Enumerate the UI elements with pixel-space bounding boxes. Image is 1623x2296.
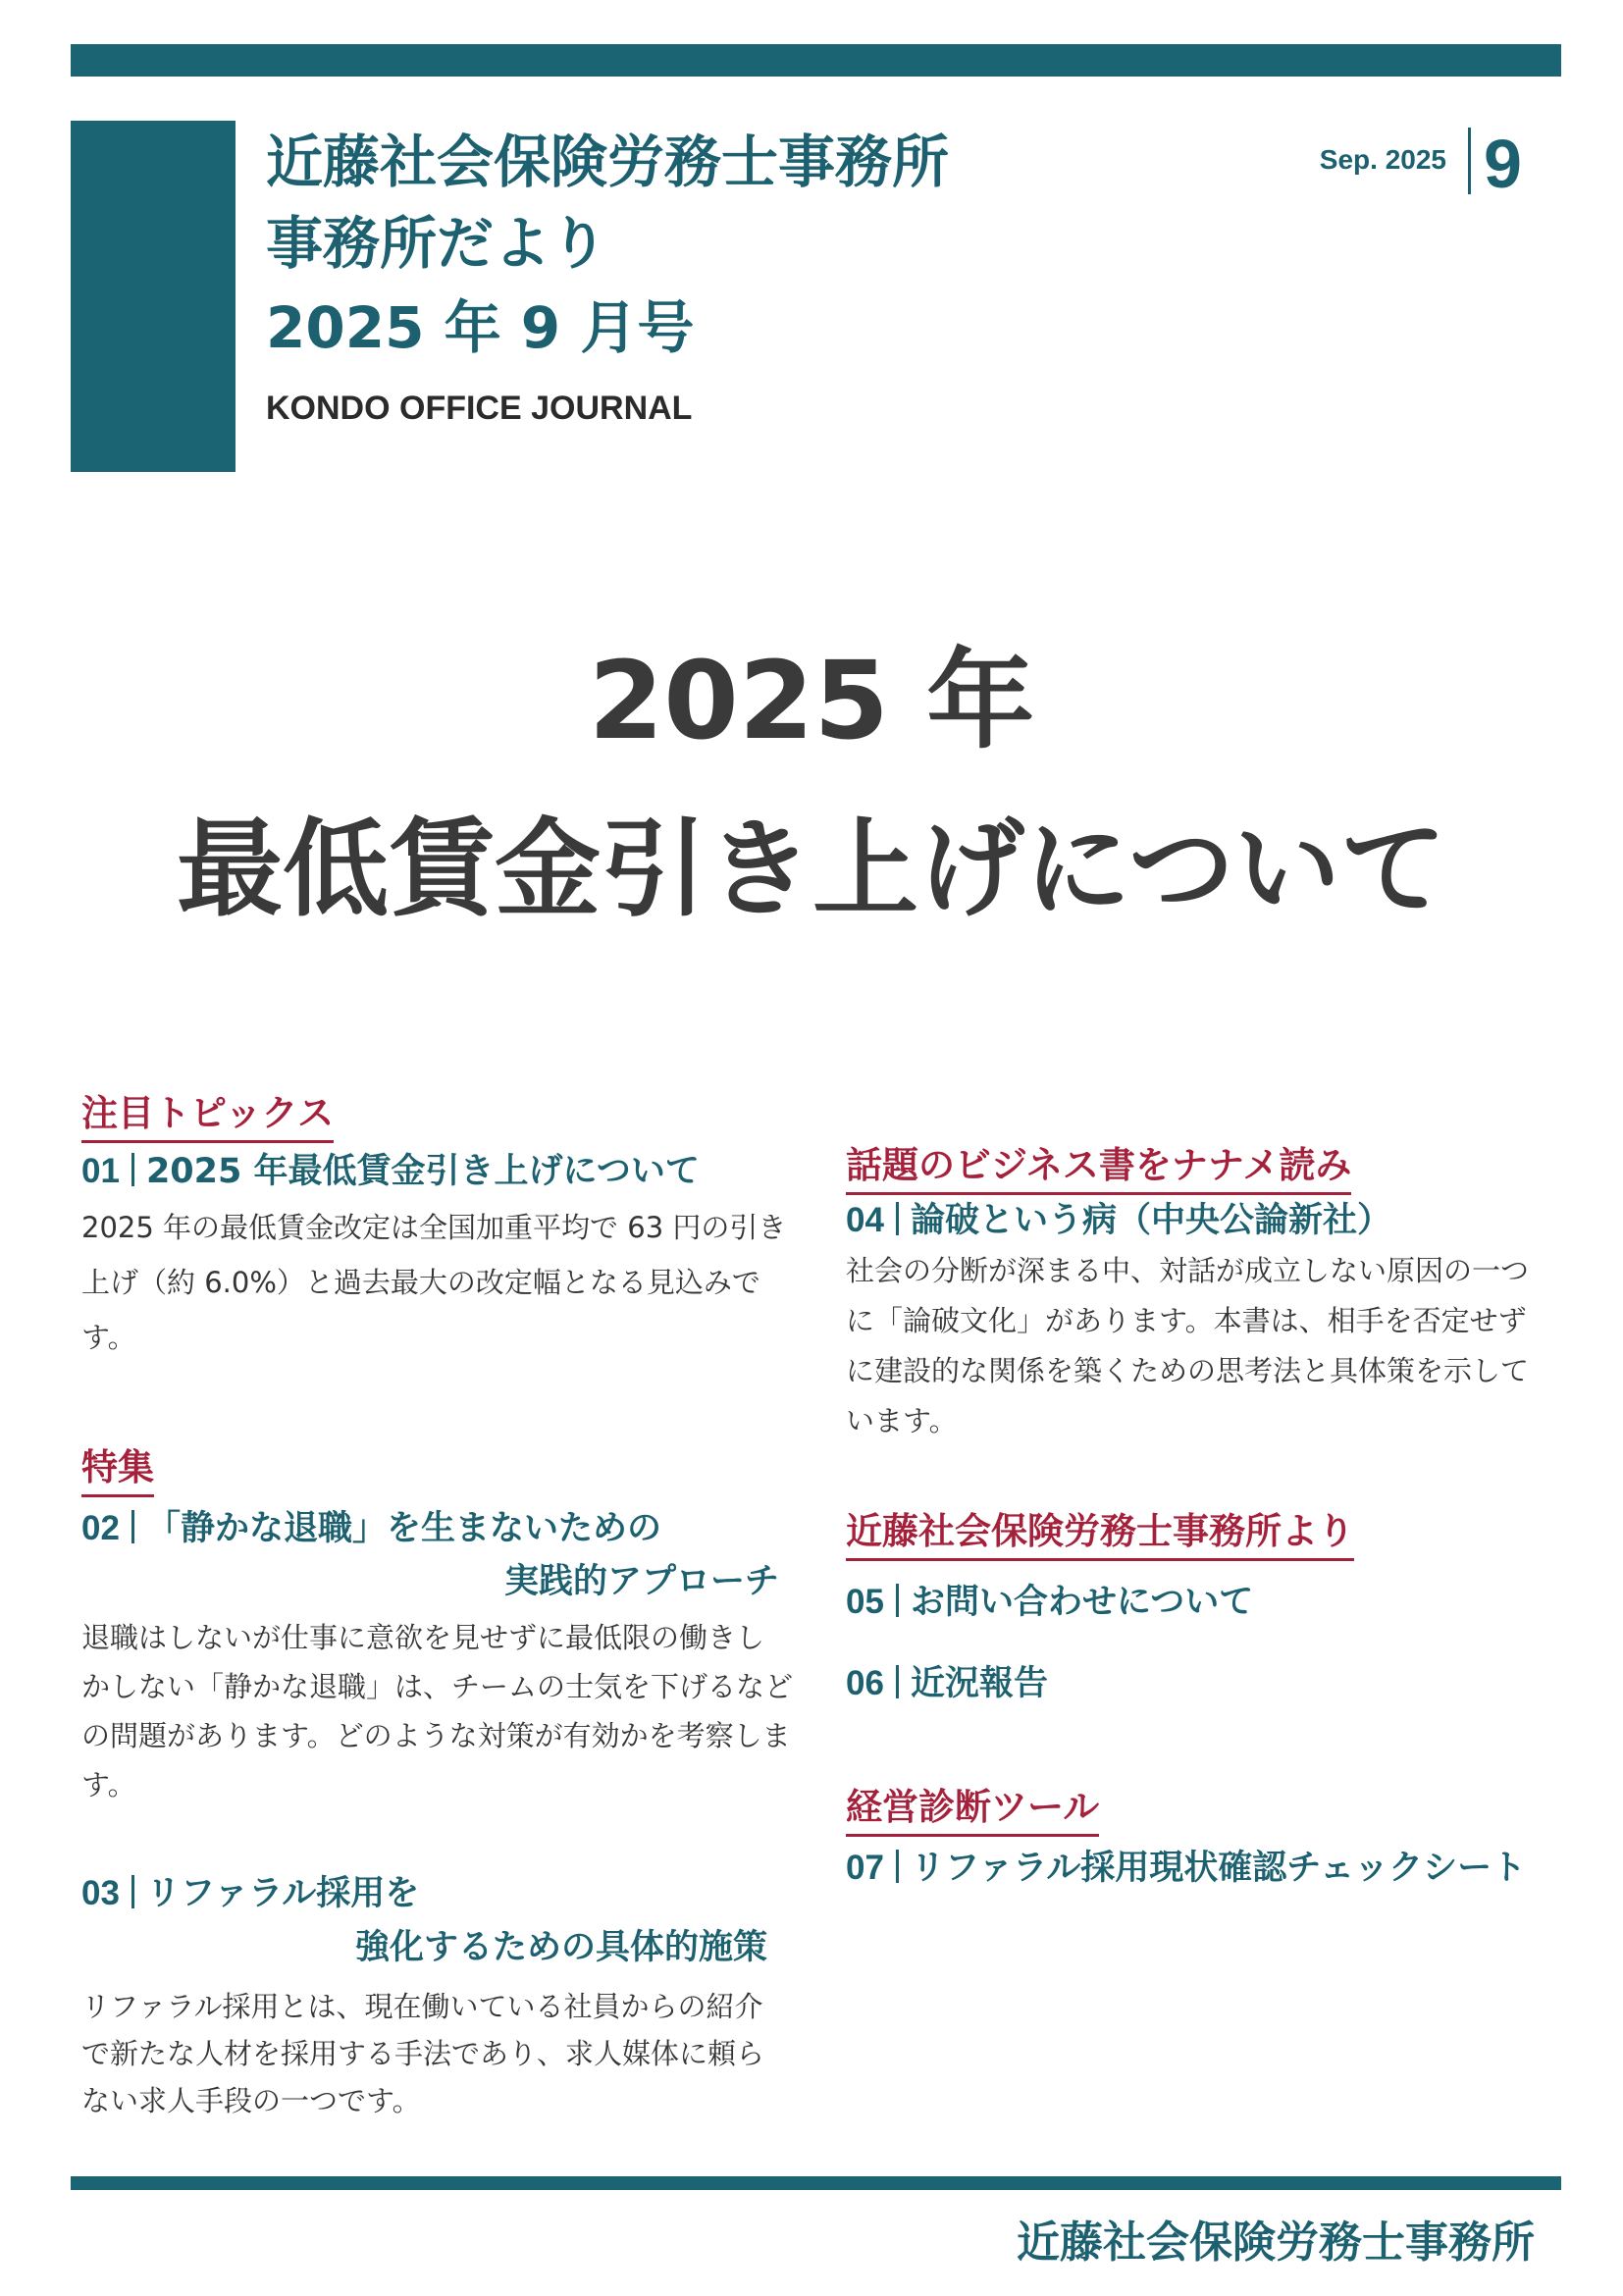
toc-item-04-title <box>846 1202 1391 1238</box>
section-feature <box>81 1446 154 1497</box>
issue-title: 2025 年 9 月号 <box>266 294 695 361</box>
separator-bar <box>131 1153 134 1186</box>
summary-line: に「論破文化」があります。本書は、相手を否定せず <box>846 1304 1527 1337</box>
toc-item-03-title-continued: 強化するための具体的施策 <box>354 1928 767 1967</box>
summary-line: 社会の分断が深まる中、対話が成立しない原因の一つ <box>846 1254 1530 1287</box>
bottom-bar <box>71 2176 1561 2190</box>
section-heading: 特集 <box>81 1449 154 1497</box>
separator-bar <box>131 1510 134 1543</box>
summary-line: の問題があります。どのような対策が有効かを考察しま <box>81 1719 791 1752</box>
item-number: 05 <box>846 1583 884 1621</box>
issue-date: Sep. 2025 <box>1319 144 1446 175</box>
toc-item-07-title <box>846 1850 1526 1886</box>
office-name-title: 近藤社会保険労務士事務所 <box>266 129 950 195</box>
top-bar <box>71 44 1561 77</box>
summary-line: リファラル採用とは、現在働いている社員からの紹介 <box>81 1990 763 2023</box>
headline-title: 最低賃金引き上げについて <box>177 809 1446 931</box>
section-heading: 経営診断ツール <box>846 1789 1099 1837</box>
toc-item-06-title <box>846 1665 1048 1701</box>
summary-line: す。 <box>81 1768 136 1801</box>
section-from-office <box>846 1510 1354 1561</box>
toc-item-01-title <box>81 1153 700 1189</box>
summary-line: 上げ（約 6.0%）と過去最大の改定幅となる見込みで <box>81 1266 760 1299</box>
section-heading: 話題のビジネス書をナナメ読み <box>846 1147 1351 1195</box>
item-title-text: 論破という病（中央公論新社） <box>910 1201 1391 1240</box>
summary-line: ない求人手段の一つです。 <box>81 2084 421 2117</box>
item-title-text: リファラル採用現状確認チェックシート <box>910 1849 1527 1888</box>
summary-line: います。 <box>846 1404 958 1437</box>
section-management-tool <box>846 1786 1100 1837</box>
item-title-text: お問い合わせについて <box>910 1583 1254 1622</box>
date-divider <box>1468 128 1471 194</box>
toc-item-03-summary <box>81 1983 764 2124</box>
item-number: 03 <box>81 1874 120 1912</box>
section-heading: 注目トピックス <box>81 1095 334 1143</box>
toc-item-02-title-continued: 実践的アプローチ <box>503 1562 779 1601</box>
summary-line: で新たな人材を採用する手法であり、求人媒体に頼ら <box>81 2037 765 2070</box>
newsletter-subtitle: 事務所だより <box>266 210 608 277</box>
summary-line: に建設的な関係を築くための思考法と具体策を示して <box>846 1354 1530 1387</box>
item-number: 04 <box>846 1201 884 1239</box>
item-title-text: 近況報告 <box>910 1664 1048 1703</box>
toc-item-05-title <box>846 1584 1253 1620</box>
headline-year: 2025 年 <box>588 638 1035 763</box>
item-title-text: 「静かな退職」を生まないための <box>145 1509 661 1548</box>
item-number: 02 <box>81 1509 120 1547</box>
toc-item-04-summary <box>846 1246 1529 1446</box>
footer-office-name: 近藤社会保険労務士事務所 <box>1017 2218 1535 2268</box>
item-title-text: 2025 年最低賃金引き上げについて <box>145 1152 700 1191</box>
separator-bar <box>896 1584 899 1617</box>
toc-item-01-summary <box>81 1200 786 1365</box>
summary-line: 2025 年の最低賃金改定は全国加重平均で 63 円の引き <box>81 1211 787 1244</box>
item-number: 07 <box>846 1849 884 1887</box>
separator-bar <box>131 1875 134 1908</box>
separator-bar <box>896 1202 899 1235</box>
summary-line: 退職はしないが仕事に意欲を見せずに最低限の働きし <box>81 1621 765 1654</box>
toc-item-02-title <box>81 1510 661 1546</box>
separator-bar <box>896 1665 899 1698</box>
item-number: 06 <box>846 1664 884 1702</box>
section-business-book <box>846 1144 1352 1195</box>
section-featured-topics <box>81 1092 335 1143</box>
summary-line: かしない「静かな退職」は、チームの士気を下げるなど <box>81 1670 794 1703</box>
summary-line: す。 <box>81 1321 136 1354</box>
separator-bar <box>896 1850 899 1883</box>
toc-item-02-summary <box>81 1613 793 1809</box>
item-title-text: リファラル採用を <box>145 1874 420 1913</box>
masthead-block <box>71 121 236 472</box>
toc-item-03-title <box>81 1875 419 1911</box>
issue-number: 9 <box>1484 126 1522 202</box>
item-number: 01 <box>81 1152 120 1190</box>
journal-name: KONDO OFFICE JOURNAL <box>266 390 693 427</box>
section-heading: 近藤社会保険労務士事務所より <box>846 1513 1354 1561</box>
